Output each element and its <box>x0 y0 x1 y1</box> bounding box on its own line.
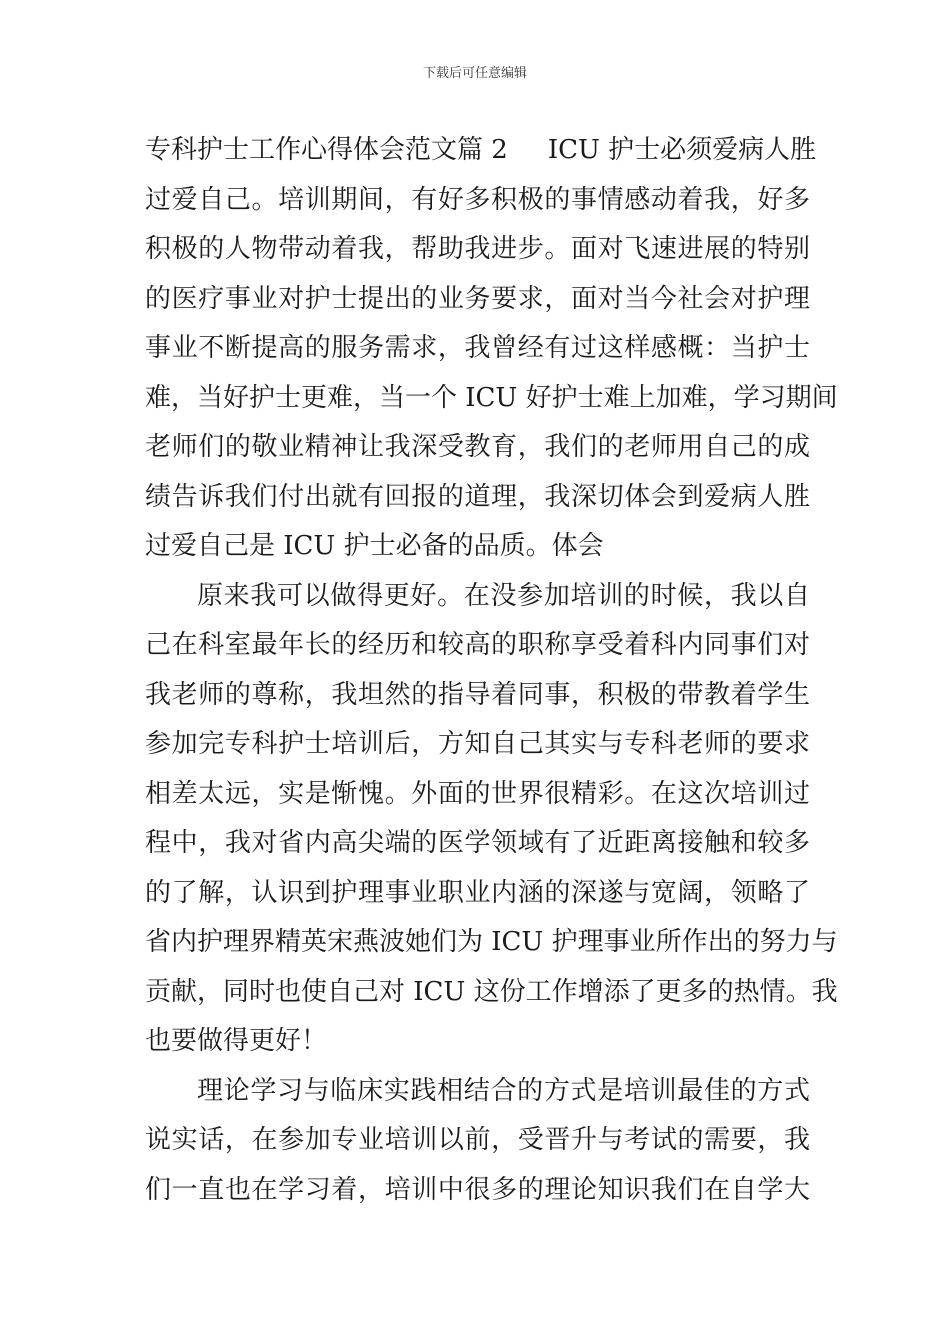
text-line: 绩告诉我们付出就有回报的道理，我深切体会到爱病人胜 <box>145 481 810 512</box>
text-line: 的了解，认识到护理事业职业内涵的深遂与宽阔，领略了 <box>145 877 810 908</box>
text-line: 难，当好护士更难，当一个 ICU 好护士难上加难，学习期间 <box>145 382 838 413</box>
text-line: 省内护理界精英宋燕波她们为 ICU 护理事业所作出的努力与 <box>145 927 838 957</box>
text-line: 事业不断提高的服务需求，我曾经有过这样感概：当护士 <box>145 333 810 363</box>
text-line: 理论学习与临床实践相结合的方式是培训最佳的方式 <box>197 1075 810 1106</box>
text-line: 程中，我对省内高尖端的医学领域有了近距离接触和较多 <box>145 828 810 858</box>
text-line: 的医疗事业对护士提出的业务要求，面对当今社会对护理 <box>145 283 810 314</box>
text-line: 也要做得更好！ <box>145 1026 328 1056</box>
text-line: 我老师的尊称，我坦然的指导着同事，积极的带教着学生 <box>145 679 810 710</box>
text-line: 原来我可以做得更好。在没参加培训的时候，我以自 <box>197 580 810 611</box>
page-header: 下载后可任意编辑 <box>422 66 527 81</box>
text-line: 说实话，在参加专业培训以前，受晋升与考试的需要，我 <box>145 1125 810 1155</box>
paragraph-3 <box>145 1067 810 1216</box>
text-line: 老师们的敬业精神让我深受教育，我们的老师用自己的成 <box>145 432 810 462</box>
text-line: 积极的人物带动着我，帮助我进步。面对飞速进展的特别 <box>145 234 810 264</box>
text-line: 过爱自己。培训期间，有好多积极的事情感动着我，好多 <box>145 184 810 215</box>
document-body <box>145 126 838 1215</box>
paragraph-2 <box>145 572 838 1067</box>
text-line: 参加完专科护士培训后，方知自己其实与专科老师的要求 <box>145 729 810 759</box>
text-line: 相差太远，实是惭愧。外面的世界很精彩。在这次培训过 <box>145 778 810 809</box>
text-line: 专科护士工作心得体会范文篇 2 ICU 护士必须爱病人胜 <box>145 135 817 165</box>
text-line: 己在科室最年长的经历和较高的职称享受着科内同事们对 <box>145 630 810 660</box>
text-line: 过爱自己是 ICU 护士必备的品质。体会 <box>145 531 604 561</box>
text-line: 们一直也在学习着，培训中很多的理论知识我们在自学大 <box>145 1174 810 1205</box>
text-line: 贡献，同时也使自己对 ICU 这份工作增添了更多的热情。我 <box>145 976 838 1007</box>
paragraph-1 <box>145 126 838 572</box>
